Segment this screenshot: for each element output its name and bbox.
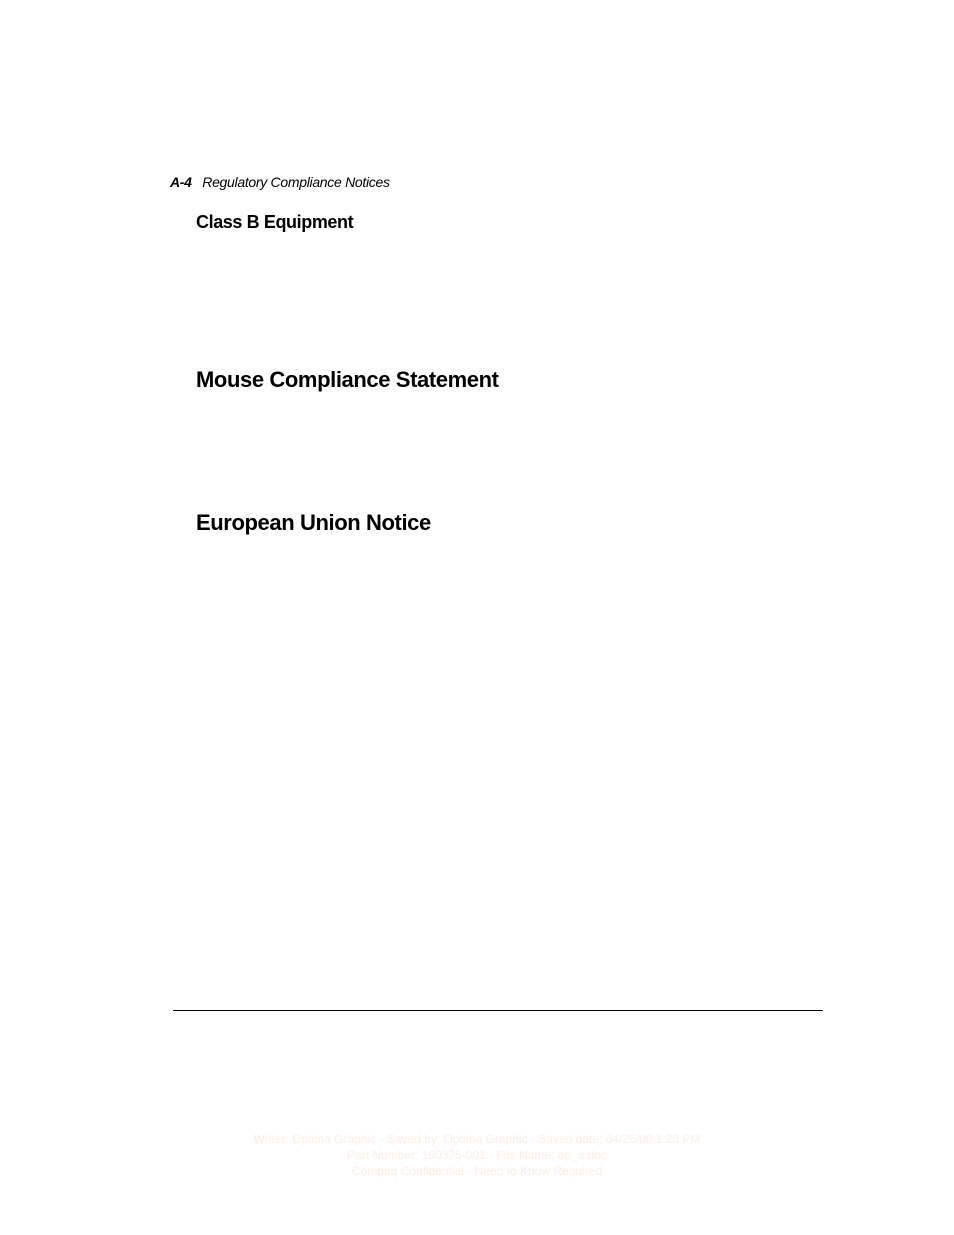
running-header [170,174,390,190]
footer-divider [173,1010,823,1011]
class-b-equipment-heading: Class B Equipment [196,212,354,232]
watermark-line-1: Writer: Optima Graphic - Saved by: Optima Graphic - Saved date: 04/26/00 1:23 PM [253,1132,701,1146]
page-number: A-4 [170,174,192,190]
european-union-notice-heading: European Union Notice [196,510,431,535]
watermark-line-2: Part Number: 160375-001 - File Name: ap_a.doc [346,1148,608,1162]
watermark-line-3: Compaq Confidential - Need to Know Required [351,1164,603,1178]
mouse-compliance-heading: Mouse Compliance Statement [196,367,499,392]
running-title: Regulatory Compliance Notices [202,174,390,190]
footer-watermark [0,1131,954,1179]
